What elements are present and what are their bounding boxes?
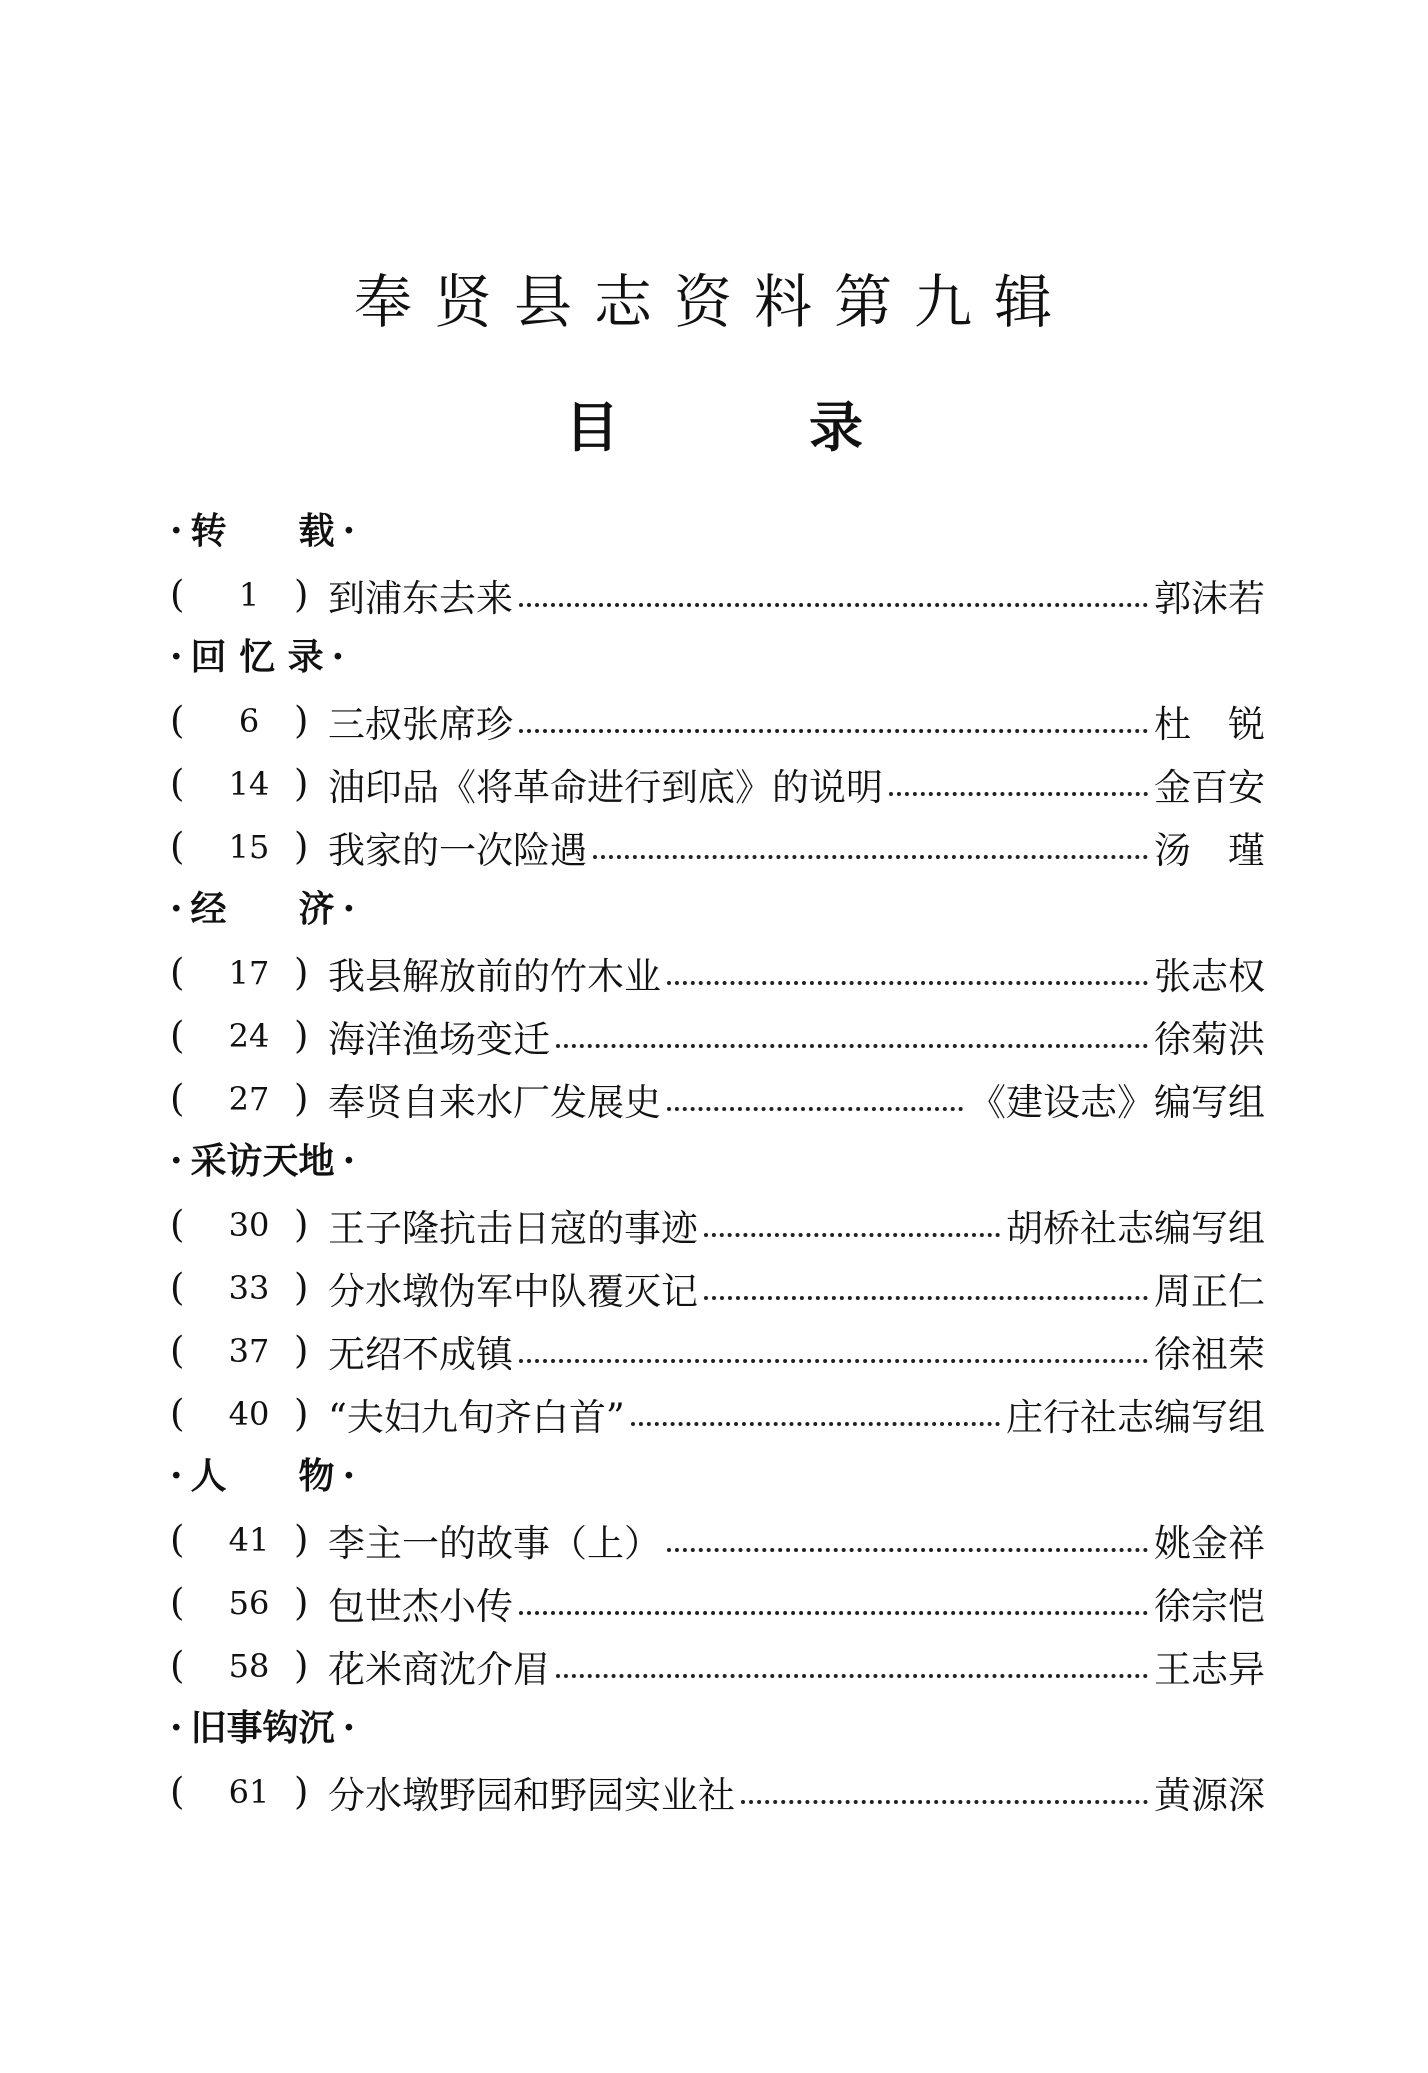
- toc-heading: 目录: [565, 395, 1053, 459]
- toc-entry: [170, 1067, 1265, 1130]
- entry-author: 胡桥社志编写组: [1006, 1206, 1265, 1250]
- page-number: 41: [228, 1520, 270, 1559]
- section-label: [170, 1697, 1265, 1760]
- entry-title: 我家的一次险遇: [328, 828, 587, 872]
- open-paren: (: [170, 951, 185, 994]
- page-number: 33: [228, 1268, 270, 1307]
- page-number: 61: [228, 1772, 270, 1811]
- page-number: 40: [228, 1394, 270, 1433]
- close-paren: ): [294, 1644, 309, 1687]
- bullet-dot-icon: ·: [342, 1140, 356, 1182]
- entry-title: 我县解放前的竹木业: [328, 954, 661, 998]
- close-paren: ): [294, 825, 309, 868]
- open-paren: (: [170, 1518, 185, 1561]
- section-label: [170, 1130, 1265, 1193]
- dot-leader: [667, 1107, 963, 1111]
- open-paren: (: [170, 573, 185, 616]
- bullet-dot-icon: ·: [170, 636, 183, 678]
- open-paren: (: [170, 762, 185, 805]
- bullet-dot-icon: ·: [170, 888, 183, 930]
- close-paren: ): [294, 1770, 309, 1813]
- page-number: 30: [228, 1205, 270, 1244]
- section-label-text: 回 忆 录: [190, 636, 324, 678]
- entry-title: “夫妇九旬齐白首”: [328, 1395, 625, 1439]
- close-paren: ): [294, 699, 309, 742]
- open-paren: (: [170, 1644, 185, 1687]
- section-label-text: 人 物: [190, 1455, 335, 1497]
- entry-author: 王志异: [1154, 1647, 1265, 1691]
- toc-entry: [170, 1760, 1265, 1823]
- open-paren: (: [170, 825, 185, 868]
- entry-title: 到浦东去来: [328, 576, 513, 620]
- toc-entry: [170, 1634, 1265, 1697]
- close-paren: ): [294, 1518, 309, 1561]
- toc-entry: [170, 1508, 1265, 1571]
- table-of-contents: [170, 500, 1265, 1823]
- close-paren: ): [294, 1014, 309, 1057]
- close-paren: ): [294, 573, 309, 616]
- page-number: 56: [228, 1583, 270, 1622]
- bullet-dot-icon: ·: [170, 1707, 183, 1749]
- bullet-dot-icon: ·: [342, 888, 356, 930]
- close-paren: ): [294, 1329, 309, 1372]
- section-label-text: 旧事钩沉: [190, 1707, 335, 1749]
- toc-entry: [170, 1382, 1265, 1445]
- dot-leader: [631, 1422, 1000, 1426]
- page-number: 6: [238, 701, 260, 740]
- open-paren: (: [170, 1266, 185, 1309]
- entry-author: 汤 瑾: [1154, 828, 1265, 872]
- entry-title: 奉贤自来水厂发展史: [328, 1080, 661, 1124]
- entry-author: 黄源深: [1154, 1773, 1265, 1817]
- entry-author: 张志权: [1154, 954, 1265, 998]
- section-label: [170, 1445, 1265, 1508]
- toc-entry: [170, 941, 1265, 1004]
- page-number: 27: [228, 1079, 270, 1118]
- close-paren: ): [294, 1266, 309, 1309]
- toc-entry: [170, 689, 1265, 752]
- dot-leader: [667, 1548, 1148, 1552]
- entry-author: 徐菊洪: [1154, 1017, 1265, 1061]
- page-number: 24: [228, 1016, 270, 1055]
- entry-title: 油印品《将革命进行到底》的说明: [328, 765, 883, 809]
- dot-leader: [667, 981, 1148, 985]
- dot-leader: [704, 1233, 1000, 1237]
- entry-author: 杜 锐: [1154, 702, 1265, 746]
- entry-title: 李主一的故事（上）: [328, 1521, 661, 1565]
- page-number: 1: [238, 575, 260, 614]
- page-number: 58: [228, 1646, 270, 1685]
- section-label: [170, 500, 1265, 563]
- entry-title: 海洋渔场变迁: [328, 1017, 550, 1061]
- entry-author: 徐祖荣: [1154, 1332, 1265, 1376]
- bullet-dot-icon: ·: [170, 1140, 183, 1182]
- entry-author: 周正仁: [1154, 1269, 1265, 1313]
- section-label-text: 转 载: [190, 510, 335, 552]
- toc-entry: [170, 563, 1265, 626]
- entry-author: 郭沫若: [1154, 576, 1265, 620]
- page-number: 14: [228, 764, 270, 803]
- close-paren: ): [294, 1203, 309, 1246]
- section-label: [170, 626, 1265, 689]
- entry-author: 金百安: [1154, 765, 1265, 809]
- dot-leader: [704, 1296, 1148, 1300]
- page-number: 15: [228, 827, 270, 866]
- toc-entry: [170, 1571, 1265, 1634]
- dot-leader: [593, 855, 1148, 859]
- dot-leader: [519, 729, 1148, 733]
- entry-author: 姚金祥: [1154, 1521, 1265, 1565]
- section-label-text: 经 济: [190, 888, 335, 930]
- dot-leader: [741, 1800, 1148, 1804]
- toc-entry: [170, 1193, 1265, 1256]
- entry-title: 三叔张席珍: [328, 702, 513, 746]
- entry-title: 王子隆抗击日寇的事迹: [328, 1206, 698, 1250]
- toc-entry: [170, 1256, 1265, 1319]
- toc-entry: [170, 815, 1265, 878]
- section-label: [170, 878, 1265, 941]
- dot-leader: [556, 1674, 1148, 1678]
- dot-leader: [519, 1359, 1148, 1363]
- bullet-dot-icon: ·: [342, 510, 356, 552]
- section-label-text: 采访天地: [190, 1140, 335, 1182]
- entry-title: 花米商沈介眉: [328, 1647, 550, 1691]
- entry-title: 分水墩野园和野园实业社: [328, 1773, 735, 1817]
- bullet-dot-icon: ·: [170, 1455, 183, 1497]
- dot-leader: [556, 1044, 1148, 1048]
- entry-author: 徐宗恺: [1154, 1584, 1265, 1628]
- toc-entry: [170, 1004, 1265, 1067]
- close-paren: ): [294, 762, 309, 805]
- open-paren: (: [170, 1014, 185, 1057]
- bullet-dot-icon: ·: [342, 1707, 356, 1749]
- bullet-dot-icon: ·: [331, 636, 345, 678]
- close-paren: ): [294, 951, 309, 994]
- close-paren: ): [294, 1581, 309, 1624]
- bullet-dot-icon: ·: [170, 510, 183, 552]
- bullet-dot-icon: ·: [342, 1455, 356, 1497]
- toc-entry: [170, 1319, 1265, 1382]
- entry-title: 无绍不成镇: [328, 1332, 513, 1376]
- entry-author: 《建设志》编写组: [969, 1080, 1265, 1124]
- open-paren: (: [170, 1581, 185, 1624]
- open-paren: (: [170, 1392, 185, 1435]
- toc-entry: [170, 752, 1265, 815]
- page-number: 37: [228, 1331, 270, 1370]
- open-paren: (: [170, 1077, 185, 1120]
- close-paren: ): [294, 1392, 309, 1435]
- dot-leader: [889, 792, 1148, 796]
- page-title: 奉贤县志资料第九辑: [353, 268, 1074, 336]
- dot-leader: [519, 603, 1148, 607]
- open-paren: (: [170, 1203, 185, 1246]
- page-number: 17: [228, 953, 270, 992]
- close-paren: ): [294, 1077, 309, 1120]
- entry-author: 庄行社志编写组: [1006, 1395, 1265, 1439]
- open-paren: (: [170, 1770, 185, 1813]
- entry-title: 分水墩伪军中队覆灭记: [328, 1269, 698, 1313]
- dot-leader: [519, 1611, 1148, 1615]
- open-paren: (: [170, 1329, 185, 1372]
- open-paren: (: [170, 699, 185, 742]
- entry-title: 包世杰小传: [328, 1584, 513, 1628]
